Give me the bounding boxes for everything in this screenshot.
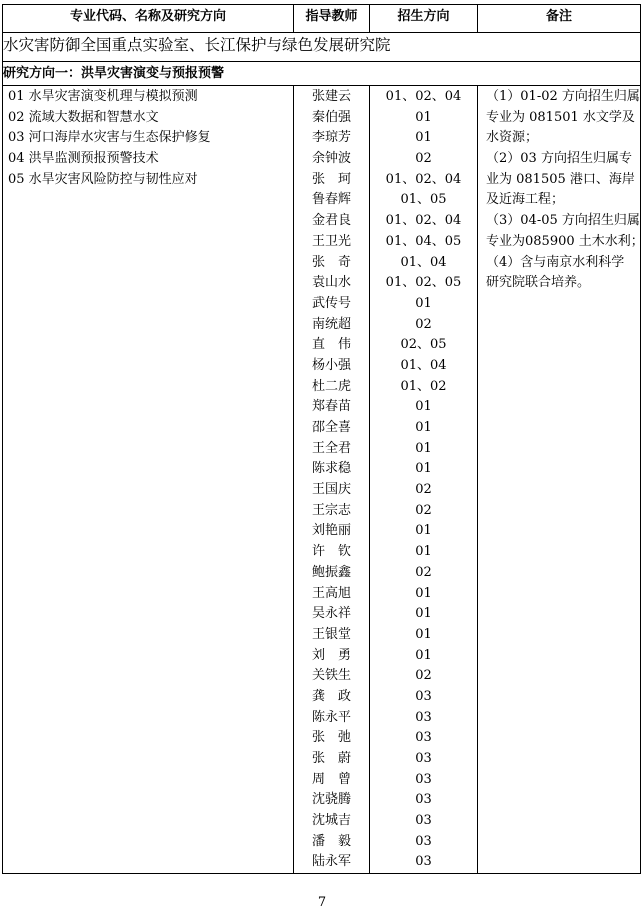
advisor-name: 王银堂: [311, 626, 351, 642]
page-number: 7: [317, 895, 327, 910]
advisor-directions: 03: [415, 688, 432, 704]
advisor-directions: 03: [415, 833, 432, 849]
note-line: （3）04-05 方向招生归属: [486, 213, 640, 229]
research-direction-item: 02 流域大数据和智慧水文: [8, 109, 159, 125]
advisor-directions: 01: [415, 399, 432, 415]
table-header-row: [3, 5, 641, 33]
advisor-directions: 01: [415, 295, 432, 311]
advisor-name: 吴永祥: [311, 606, 351, 622]
advisor-directions: 01: [415, 647, 432, 663]
note-line: 水资源；: [486, 130, 539, 146]
advisor-directions: 01、04: [400, 357, 447, 373]
advisor-directions: 01: [415, 585, 432, 601]
advisor-name: 龚 政: [311, 688, 351, 704]
advisor-directions: 01、04: [400, 254, 447, 270]
note-line: 专业为 081501 水文学及: [486, 109, 635, 125]
research-direction-item: 01 水旱灾害演变机理与模拟预测: [8, 89, 198, 104]
advisor-name: 潘 毅: [311, 833, 351, 849]
advisor-directions: 01、02、04: [385, 171, 462, 187]
advisor-directions: 01: [415, 606, 432, 622]
advisor-directions: 01: [415, 523, 432, 539]
content-row: [3, 86, 641, 874]
note-line: （1）01-02 方向招生归属: [486, 89, 640, 104]
header-advisor: 指导教师: [294, 5, 370, 33]
advisor-directions: 01: [415, 130, 432, 146]
advisor-directions: 01、02、04: [385, 89, 462, 104]
directions-cell: [3, 86, 294, 874]
advisor-name: 杜二虎: [311, 378, 351, 394]
research-direction-item: 04 洪旱监测预报预警技术: [8, 151, 159, 167]
advisor-directions: 01: [415, 109, 432, 125]
advisor-name: 许 钦: [311, 544, 351, 560]
notes-cell: [478, 86, 644, 874]
advisor-name: 鲍振鑫: [311, 564, 351, 580]
header-notes: 备注: [478, 5, 641, 33]
advisor-name: 陈永平: [311, 709, 351, 725]
advisor-name: 鲁春辉: [311, 192, 351, 208]
advisor-name: 沈骁腾: [311, 792, 351, 808]
advisor-name: 张 蔚: [311, 751, 351, 766]
advisor-directions: 01: [415, 626, 432, 642]
enroll-dirs-cell: [370, 86, 478, 874]
advisor-name: 直 伟: [311, 337, 351, 353]
advisor-name: 王全君: [311, 440, 351, 456]
advisor-name: 秦伯强: [311, 109, 351, 125]
advisor-directions: 03: [415, 854, 432, 870]
advisor-name: 关铁生: [311, 668, 351, 684]
advisor-name: 王高旭: [311, 585, 351, 601]
advisor-name: 余钟波: [311, 151, 351, 167]
advisor-directions: 01: [415, 420, 432, 435]
advisor-directions: 02: [415, 668, 432, 684]
advisor-directions: 02: [415, 564, 432, 580]
advisor-directions: 01: [415, 440, 432, 456]
header-major-code: 专业代码、名称及研究方向: [3, 5, 294, 33]
advisor-name: 王国庆: [311, 482, 351, 498]
advisor-name: 邵全喜: [311, 420, 351, 435]
advisor-directions: 01: [415, 544, 432, 560]
advisor-name: 周 曾: [311, 771, 351, 787]
advisor-directions: 03: [415, 771, 432, 787]
advisor-directions: 01、02: [400, 378, 447, 394]
advisors-cell: [294, 86, 370, 874]
advisor-name: 陆永军: [311, 854, 351, 870]
advisor-name: 张 珂: [311, 171, 351, 187]
advisor-name: 王卫光: [311, 233, 351, 249]
advisor-directions: 01、02、05: [385, 275, 462, 291]
advisor-name: 杨小强: [311, 357, 351, 373]
advisor-directions: 01、05: [400, 192, 447, 208]
header-enroll-direction: 招生方向: [370, 5, 478, 33]
advisor-directions: 03: [415, 751, 432, 766]
advisor-directions: 03: [415, 792, 432, 808]
note-line: 研究院联合培养。: [486, 275, 591, 291]
note-line: 业为 081505 港口、海岸: [486, 171, 635, 187]
advisor-directions: 02、05: [400, 337, 447, 353]
advisor-directions: 03: [415, 709, 432, 725]
note-line: （4）含与南京水利科学: [486, 254, 625, 270]
advisor-directions: 01、04、05: [385, 233, 462, 249]
institute-row: [3, 33, 641, 62]
research-direction-title: 研究方向一：洪旱灾害演变与预报预警: [3, 62, 641, 86]
advisor-name: 沈城吉: [311, 813, 351, 829]
note-line: 及近海工程；: [486, 192, 565, 208]
advisor-name: 陈求稳: [311, 461, 351, 477]
advisor-name: 王宗志: [311, 502, 351, 518]
advisor-directions: 02: [415, 482, 432, 498]
advisor-name: 郑春苗: [311, 399, 351, 415]
advisor-directions: 03: [415, 730, 432, 746]
research-direction-row: [3, 62, 641, 86]
advisor-directions: 02: [415, 502, 432, 518]
advisor-directions: 01: [415, 461, 432, 477]
advisor-name: 刘艳丽: [311, 523, 351, 539]
advisor-name: 刘 勇: [311, 647, 351, 663]
advisor-name: 袁山水: [311, 275, 351, 291]
advisor-directions: 02: [415, 316, 432, 332]
advisor-name: 南统超: [311, 316, 351, 332]
advisor-name: 武传号: [311, 295, 351, 311]
advisor-directions: 01、02、04: [385, 213, 462, 229]
enrollment-table: [2, 4, 644, 874]
advisor-directions: 02: [415, 151, 432, 167]
advisor-name: 张建云: [311, 89, 351, 104]
institute-name: 水灾害防御全国重点实验室、长江保护与绿色发展研究院: [3, 33, 641, 62]
note-line: （2）03 方向招生归属专: [486, 151, 632, 167]
advisor-name: 张 奇: [311, 254, 351, 270]
advisor-directions: 03: [415, 813, 432, 829]
advisor-name: 金君良: [311, 213, 351, 229]
note-line: 专业为085900 土木水利；: [486, 233, 644, 249]
research-direction-item: 05 水旱灾害风险防控与韧性应对: [8, 171, 198, 187]
advisor-name: 李琼芳: [311, 130, 351, 146]
advisor-name: 张 弛: [311, 730, 351, 746]
research-direction-item: 03 河口海岸水灾害与生态保护修复: [8, 130, 211, 146]
